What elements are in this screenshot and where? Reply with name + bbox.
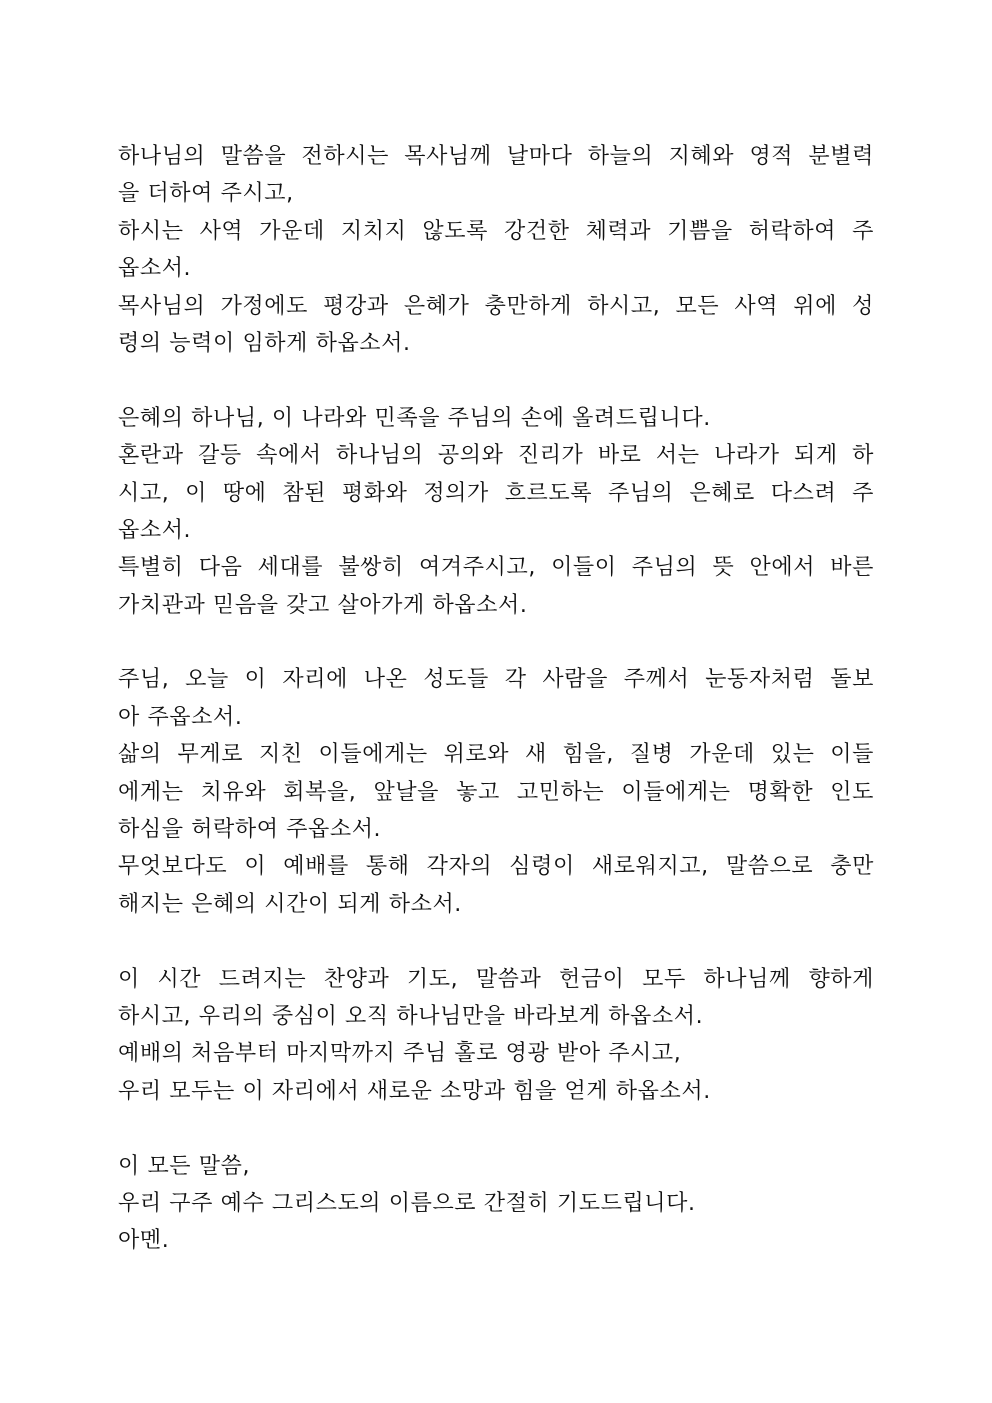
text-line: 령의 능력이 임하게 하옵소서. [118,330,411,356]
text-line: 은혜의 하나님, 이 나라와 민족을 주님의 손에 올려드립니다. [118,405,711,431]
text-line: 삶의 무게로 지친 이들에게는 위로와 새 힘을, 질병 가운데 있는 이들 [118,742,874,768]
text-line: 해지는 은혜의 시간이 되게 하소서. [118,891,462,917]
text-line: 하심을 허락하여 주옵소서. [118,817,382,843]
text-line: 특별히 다음 세대를 불쌍히 여겨주시고, 이들이 주님의 뜻 안에서 바른 [118,555,874,581]
text-line: 예배의 처음부터 마지막까지 주님 홀로 영광 받아 주시고, [118,1041,682,1067]
paragraph-gap [118,362,874,399]
text-line: 가치관과 믿음을 갖고 살아가게 하옵소서. [118,592,528,618]
paragraph-gap [118,1110,874,1147]
paragraph-gap [118,624,874,661]
text-line: 우리 모두는 이 자리에서 새로운 소망과 힘을 얻게 하옵소서. [118,1078,711,1104]
text-line: 이 시간 드려지는 찬양과 기도, 말씀과 헌금이 모두 하나님께 향하게 [118,966,874,992]
text-line: 무엇보다도 이 예배를 통해 각자의 심령이 새로워지고, 말씀으로 충만 [118,854,874,880]
text-line: 하나님의 말씀을 전하시는 목사님께 날마다 하늘의 지혜와 영적 분별력 [118,144,874,169]
text-line: 옵소서. [118,517,192,543]
text-line: 혼란과 갈등 속에서 하나님의 공의와 진리가 바로 서는 나라가 되게 하 [118,443,874,469]
text-line: 우리 구주 예수 그리스도의 이름으로 간절히 기도드립니다. [118,1190,696,1216]
prayer-text [118,138,874,1260]
text-line: 이 모든 말씀, [118,1153,251,1179]
text-line: 하시고, 우리의 중심이 오직 하나님만을 바라보게 하옵소서. [118,1003,704,1029]
text-line: 에게는 치유와 회복을, 앞날을 놓고 고민하는 이들에게는 명확한 인도 [118,779,874,805]
text-line: 아 주옵소서. [118,704,243,730]
text-line: 아멘. [118,1228,170,1254]
text-line: 하시는 사역 가운데 지치지 않도록 강건한 체력과 기쁨을 허락하여 주 [118,218,874,244]
text-line: 시고, 이 땅에 참된 평화와 정의가 흐르도록 주님의 은혜로 다스려 주 [118,480,874,506]
text-line: 주님, 오늘 이 자리에 나온 성도들 각 사람을 주께서 눈동자처럼 돌보 [118,667,874,693]
text-line: 목사님의 가정에도 평강과 은혜가 충만하게 하시고, 모든 사역 위에 성 [118,293,874,319]
text-line: 옵소서. [118,256,192,282]
paragraph-gap [118,923,874,960]
text-line: 을 더하여 주시고, [118,181,294,207]
